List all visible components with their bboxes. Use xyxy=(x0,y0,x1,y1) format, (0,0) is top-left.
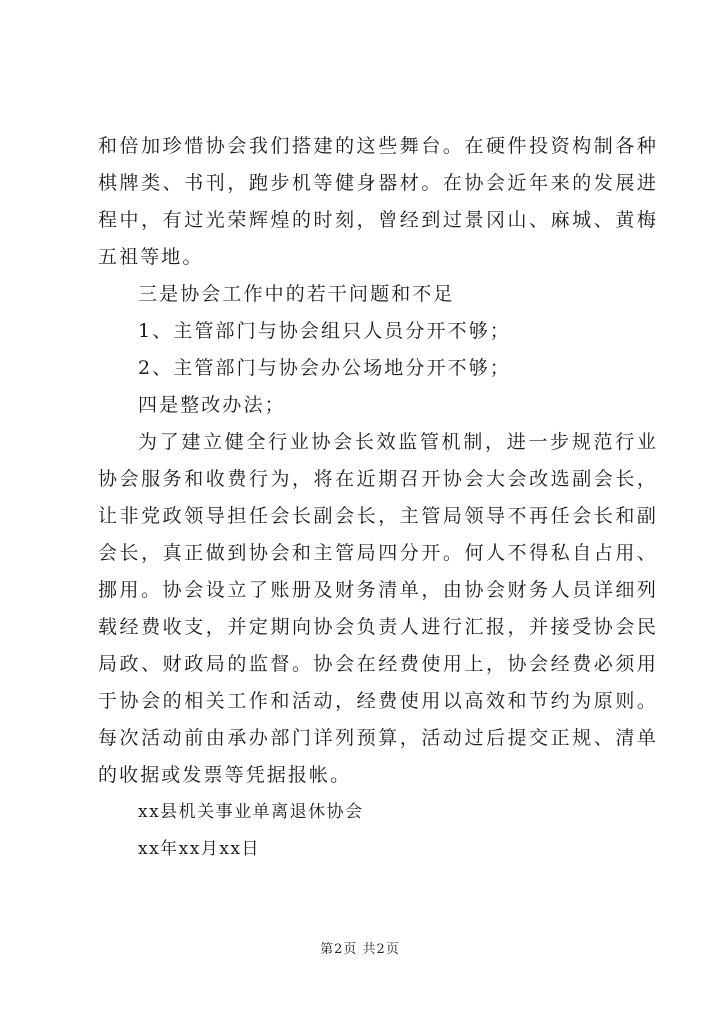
section-heading-problems: 三是协会工作中的若干问题和不足 xyxy=(138,283,455,305)
page-number-footer: 第2页 共2页 xyxy=(320,942,400,957)
paragraph-continuation: 和倍加珍惜协会我们搭建的这些舞台。在硬件投资构制各种棋牌类、书刊，跑步机等健身器材。在协会近年来的发展进程中，有过光荣辉煌的时刻，曾经到过景冈山、麻城、黄梅五祖等地。 xyxy=(98,135,658,268)
list-item-1: 1、主管部门与协会组只人员分开不够； xyxy=(138,320,511,342)
signature-organization: xx县机关事业单离退休协会 xyxy=(138,802,364,822)
paragraph-remedy: 为了建立健全行业协会长效监管机制，进一步规范行业协会服务和收费行为，将在近期召开协会大会改选副会长，让非党政领导担任会长副会长，主管局领导不再任会长和副会长，真正做到协会和主管局四分开。何人不得私自占用、挪用。协会设立了账册及财务清单，由协会财务人员详细列载经费收支，并定期向协会负责人进行汇报，并接受协会民局政、财政局的监督。协会在经费使用上，协会经费必须用于协会的相关工作和活动，经费使用以高效和节约为原则。每次活动前由承办部门详列预算，活动过后提交正规、清单的收据或发票等凭据报帐。 xyxy=(98,431,658,786)
signature-date: xx年xx月xx日 xyxy=(138,839,261,859)
document-body xyxy=(98,128,658,868)
section-heading-remedy: 四是整改办法； xyxy=(138,394,286,416)
list-item-2: 2、主管部门与协会办公场地分开不够； xyxy=(138,357,511,379)
